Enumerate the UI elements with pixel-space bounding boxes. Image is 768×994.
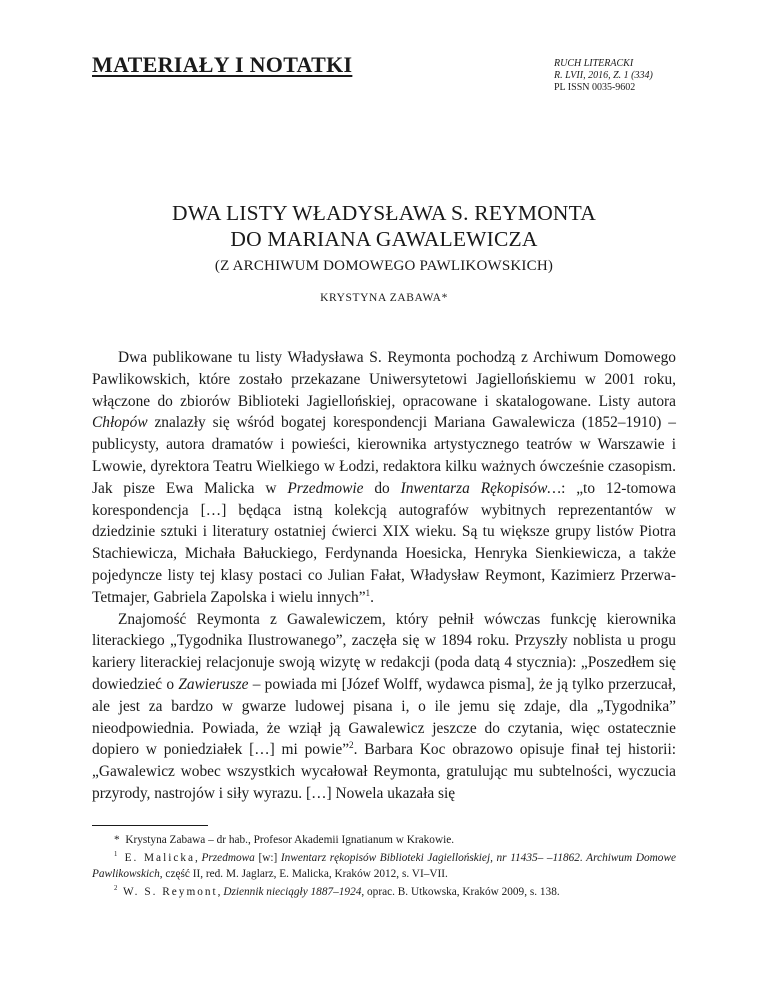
text-run: , xyxy=(195,851,202,864)
journal-issn: PL ISSN 0035-9602 xyxy=(554,82,636,93)
italic-run: Inwentarz rękopisów Biblioteki Jagiellońskiej, nr 11435– –11862. Archiwum Domowe Pawlikowskich xyxy=(92,851,676,880)
text-run: Znajomość Reymonta z Gawalewiczem, który pełnił wówczas funkcję kierownika literackiego „Tygodnika Ilustrowanego”, zaczęła się w 1894 roku. Przyszły noblista u progu kariery literackiej relacjonuje swoją wizytę w redakcji (poda datą 4 stycznia): „Poszedłem się dowiedzieć o xyxy=(92,610,676,693)
footnote-mark: * xyxy=(114,834,120,846)
italic-run: Inwentarza Rękopisów… xyxy=(400,479,562,497)
journal-info xyxy=(554,58,653,94)
italic-run: Zawierusze xyxy=(178,675,249,693)
section-label: MATERIAŁY I NOTATKI xyxy=(92,52,353,77)
article-title-line-1: DWA LISTY WŁADYSŁAWA S. REYMONTA xyxy=(172,201,596,225)
article-title-line-2: DO MARIANA GAWALEWICZA xyxy=(230,227,538,251)
text-run: znalazły się wśród bogatej korespondencji Mariana Gawalewicza (1852–1910) – publicysty, autora dramatów i powieści, kierownika artystycznego teatrów w Warszawie i Lwowie, dyrektora Teatru Wielkiego w Łodzi, redaktora kilku ważnych ówcześnie czasopism. Jak pisze Ewa Malicka w xyxy=(92,414,676,497)
footnote-author: W. S. Reymont xyxy=(123,885,218,898)
text-run: , część II, red. M. Jaglarz, E. Malicka, Kraków 2012, s. VI–VII. xyxy=(159,868,448,880)
text-run: – powiada mi [Józef Wolff, wydawca pisma], że ją tylko przerzucał, ale jest za bardzo w gwarze ludowej pisana i, o ile jemu się zdaje, dla „Tygodnika” nieodpowiednia. Powiada, że wziął ją Gawalewicz jeszcze do czytania, więc ostatecznie dopiero w poniedziałek […] mi powie” xyxy=(92,675,676,759)
article-subtitle: (Z ARCHIWUM DOMOWEGO PAWLIKOWSKICH) xyxy=(214,258,554,274)
footnote-divider xyxy=(92,825,208,826)
footnote-text: Krystyna Zabawa – dr hab., Profesor Akademii Ignatianum w Krakowie. xyxy=(125,834,455,846)
text-run: do xyxy=(363,479,401,497)
italic-run: Przedmowa xyxy=(201,851,255,864)
italic-run: Chłopów xyxy=(92,414,148,432)
journal-volume: R. LVII, 2016, Z. 1 (334) xyxy=(554,70,653,81)
article-title xyxy=(0,200,768,252)
text-run: . xyxy=(370,588,375,606)
footnote-mark: 1 xyxy=(114,850,118,858)
article-author: KRYSTYNA ZABAWA* xyxy=(320,292,448,304)
article-body xyxy=(92,347,676,805)
text-run: [w:] xyxy=(254,851,281,864)
text-run: , oprac. B. Utkowska, Kraków 2009, s. 138. xyxy=(361,885,560,898)
footnote-1 xyxy=(92,850,676,883)
text-run: : „to 12-tomowa korespondencja […] będąca istną kolekcją autografów wybitnych reprezentantów w dziedzinie sztuki i literatury ostatniej ćwierci XIX wieku. Są tu większe grupy listów Piotra Stachiewicza, Michała Bałuckiego, Ferdynanda Hoesicka, Henryka Sienkiewicza, a także pojedyncze listy tej klasy postaci co Julian Fałat, Władysław Reymont, Kazimierz Przerwa-Tetmajer, Gabriela Zapolska i wielu innych” xyxy=(92,479,676,606)
footnote-ref-1: 1 xyxy=(365,587,371,598)
italic-run: Dziennik nieciągły 1887–1924 xyxy=(223,885,362,898)
body-paragraph-2 xyxy=(92,609,676,805)
italic-run: Przedmowie xyxy=(287,479,364,497)
footnote-star xyxy=(92,832,676,849)
footnote-author: E. Malicka xyxy=(124,851,196,864)
text-run: , xyxy=(217,885,224,898)
footnote-mark: 2 xyxy=(114,884,118,892)
text-run: Dwa publikowane tu listy Władysława S. Reymonta pochodzą z Archiwum Domowego Pawlikowskich, które zostało przekazane Uniwersytetowi Jagiellońskiemu w 2001 roku, włączone do zbiorów Biblioteki Jagiellońskiej, opracowane i skatalogowane. Listy autora xyxy=(92,349,676,410)
footnote-2 xyxy=(92,884,676,901)
footnotes xyxy=(92,832,676,901)
body-paragraph-1 xyxy=(92,347,676,609)
text-run: . Barbara Koc obrazowo opisuje finał tej historii: „Gawalewicz wobec wszystkich wycałował Reymonta, gratulując mu subtelności, wyczucia przyrody, nastrojów i siły wyrazu. […] Nowela ukazała się xyxy=(92,741,677,802)
footnote-ref-2: 2 xyxy=(349,740,354,751)
journal-name: RUCH LITERACKI xyxy=(554,58,634,69)
